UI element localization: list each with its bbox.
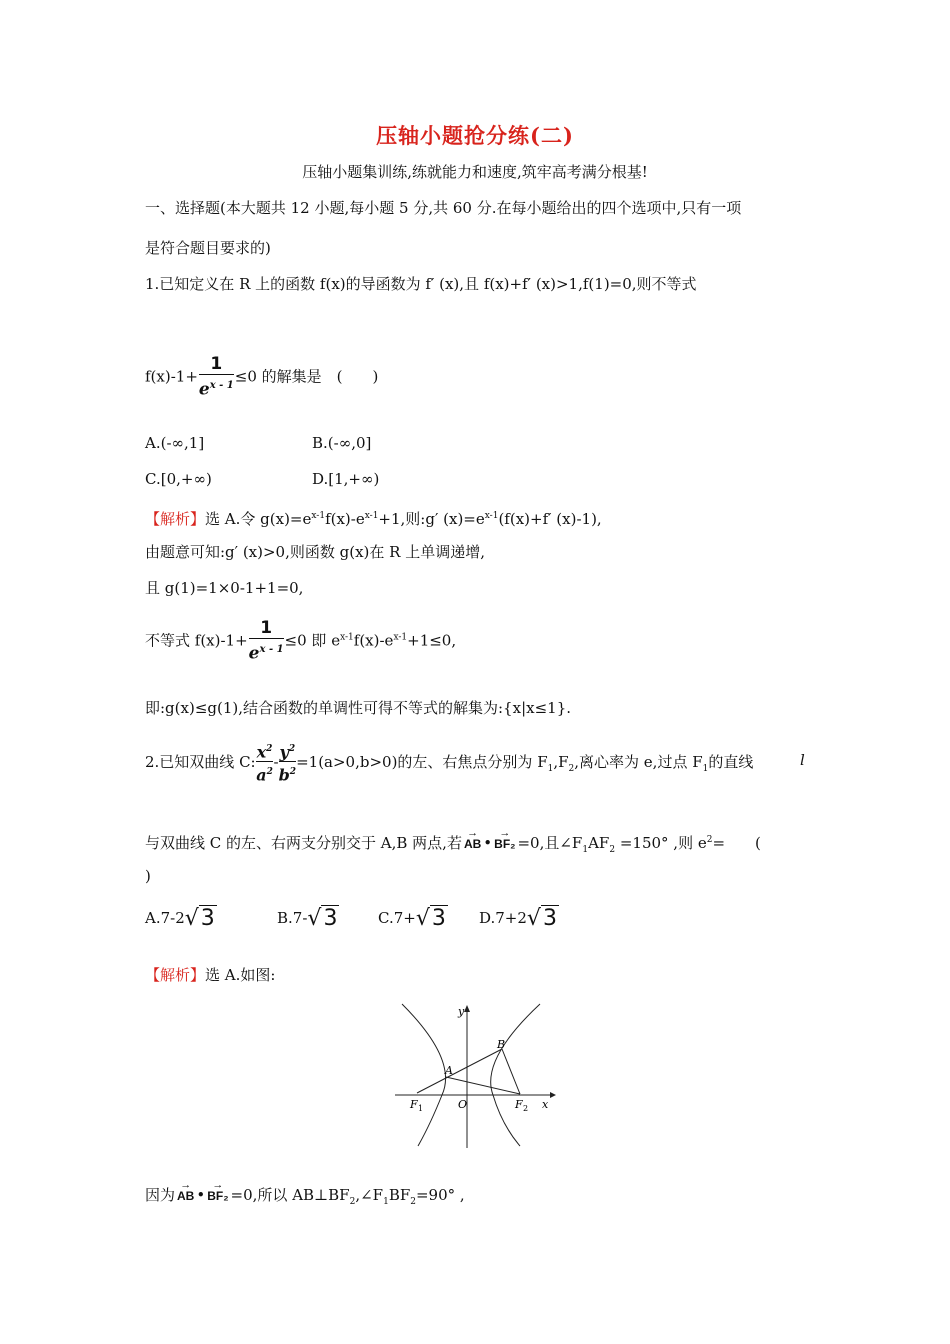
section-heading-cont: 是符合题目要求的) (145, 239, 271, 257)
q2-stem-line3: ) (145, 867, 151, 885)
q1-option-b: B.(-∞,0] (312, 434, 372, 452)
q1-solution-line5: 即:g(x)≤g(1),结合函数的单调性可得不等式的解集为:{x|x≤1}. (145, 699, 572, 717)
vector-bf2-2: → BF₂ (207, 1186, 228, 1206)
q1-fraction: $\frac{1}{e^{x - 1}}$ (198, 354, 234, 400)
q2-option-d: D.7+2√3 (479, 906, 557, 931)
line-f1-b (417, 1049, 502, 1093)
q2-solution-line1: 【解析】选 A.如图: (145, 966, 276, 984)
label-x: x (542, 1098, 549, 1111)
q1-stem: 1.已知定义在 R 上的函数 f(x)的导函数为 f′ (x),且 f(x)+f′ (x)>1,f(1)=0,则不等式 (145, 275, 697, 293)
vector-bf2: → BF₂ (494, 834, 515, 854)
left-branch (402, 1004, 446, 1146)
label-b: B (497, 1038, 506, 1051)
q1-option-c: C.[0,+∞) (145, 470, 212, 488)
solution-tag: 【解析】 (145, 510, 206, 528)
line-a-f2 (446, 1077, 520, 1094)
q2-option-a: A.7-2√3 (145, 906, 215, 931)
q2-fraction-y: $\frac{y^2}{b^2}$ (279, 740, 297, 786)
q2-solution-line2: 因为→ AB •→ BF₂ =0,所以 $AB\perp BF_2,\angle F_1BF_2=90^\circ$ , (145, 1185, 465, 1212)
y-axis-arrow (464, 1005, 470, 1012)
q1-option-d: D.[1,+∞) (312, 470, 380, 488)
label-y: y (458, 1005, 465, 1018)
section-heading: 一、选择题(本大题共 12 小题,每小题 5 分,共 60 分.在每小题给出的四个选项中,只有一项 (145, 199, 742, 217)
page-title: 压轴小题抢分练(二) (376, 123, 574, 148)
right-branch (491, 1004, 540, 1146)
q1-solution-fraction: $\frac{1}{e^{x - 1}}$ (248, 618, 284, 664)
hyperbola-figure (390, 1000, 565, 1150)
q2-line-l: l (800, 751, 805, 769)
label-a: A (445, 1064, 453, 1077)
vector-ab-2: → AB (177, 1186, 194, 1206)
q1-option-a: A.(-∞,1] (145, 434, 205, 452)
label-f1: F (410, 1098, 418, 1111)
q2-option-c: C.7+√3 (378, 906, 446, 931)
line-b-f2 (502, 1049, 520, 1094)
q1-solution-line3: 且 g(1)=1×0-1+1=0, (145, 579, 304, 597)
q1-solution-line1: 【解析】选 A.令 $g(x)=e^{x-1}f(x)-e^{x-1}+1$,则:g′ $(x)=e^{x-1}(f(x)+f'$ (x)-1), (145, 510, 602, 528)
q1-solution-line4: 不等式 f(x)-1+ $\frac{1}{e^{x - 1}}$ ≤0 即 $e^{x-1}f(x)-e^{x-1}+1\le 0$, (145, 618, 457, 664)
q2-fraction-x: $\frac{x^2}{a^2}$ (256, 740, 274, 786)
q1-inequality: f(x)-1+ $\frac{1}{e^{x - 1}}$ ≤0 的解集是 ( ) (145, 354, 379, 400)
label-f1-sub: 1 (418, 1104, 424, 1113)
vector-ab: → AB (464, 834, 481, 854)
q2-option-b: B.7-√3 (277, 906, 338, 931)
q2-stem: 2.已知双曲线 C: $\frac{x^2}{a^2}$ - $\frac{y^2}{b^2}$ =1(a>0,b>0)的左、右焦点分别为 $F_1,F_2$,离心率为 e,过点 $F_1$的直线 (145, 740, 753, 786)
q2-stem-line2: 与双曲线 C 的左、右两支分别交于 A,B 两点,若→ AB •→ BF₂ =0,且$\angle F_1AF_2 =150^\circ$ ,则 $e^2=$ ( (145, 830, 761, 860)
x-axis-arrow (550, 1092, 556, 1098)
q1-solution-line2: 由题意可知:g′ (x)>0,则函数 g(x)在 R 上单调递增, (145, 543, 486, 561)
label-o: O (458, 1098, 468, 1111)
label-f2-sub: 2 (523, 1104, 529, 1113)
label-f2: F (515, 1098, 523, 1111)
subtitle: 压轴小题集训练,练就能力和速度,筑牢高考满分根基! (302, 163, 648, 181)
